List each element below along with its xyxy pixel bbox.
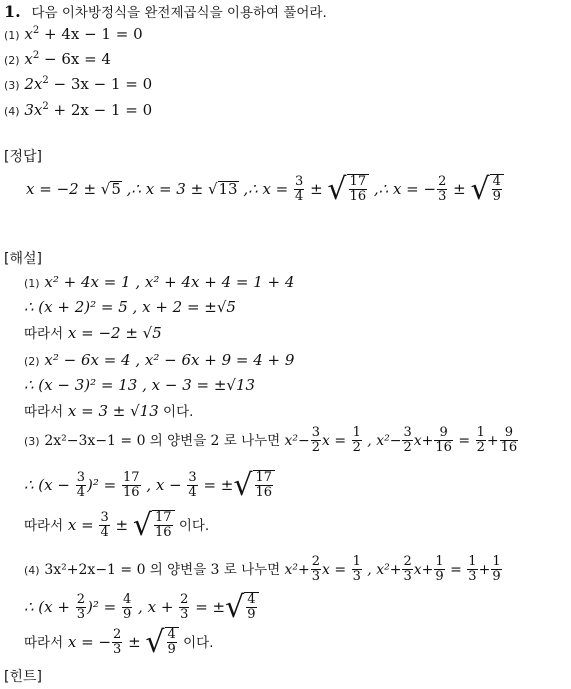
item-equation: $x^2 - 6x = 4$ <box>24 50 111 68</box>
problem-item-1 <box>4 27 143 42</box>
problem-number: 1. <box>4 2 21 21</box>
explanation-step-1-line-3: 따라서 x = −2 ± √5 <box>24 324 162 342</box>
item-label: (1) <box>4 29 20 42</box>
explanation-step-4-line-2: ∴ (x + $\frac{2}{3}$ )² = $\frac{4}{9}$ , x + $\frac{2}{3}$ = ±√ $\frac{4}{9}$ <box>24 592 259 623</box>
answer-header: [정답] <box>4 149 42 165</box>
item-label: (3) <box>4 79 20 92</box>
problem-instruction: 다음 이차방정식을 완전제곱식을 이용하여 풀어라. <box>31 5 327 21</box>
problem-item-3 <box>4 77 152 92</box>
answer-line: x = −2 ± √5 ,∴ x = 3 ± √13 ,∴ x = $\frac{3}{4}$ ± √ $\frac{17}{16}$ ,∴ x = − $\frac{2}{3}$ ± √ $\frac{4}{9}$ <box>26 174 504 205</box>
explanation-header: [해설] <box>4 251 42 267</box>
explanation-step-3-line-2: ∴ (x − $\frac{3}{4}$ )² = $\frac{17}{16}$ , x − $\frac{3}{4}$ = ±√ $\frac{17}{16}$ <box>24 470 275 501</box>
item-label: (4) <box>4 105 20 118</box>
problem-item-2 <box>4 52 111 67</box>
explanation-step-2-line-1: (2) x² − 6x = 4 , x² − 6x + 9 = 4 + 9 <box>24 351 295 369</box>
explanation-step-3-line-3: 따라서 x = $\frac{3}{4}$ ± √ $\frac{17}{16}$ 이다. <box>24 507 210 543</box>
problem-item-4 <box>4 103 152 118</box>
item-label: (2) <box>4 54 20 67</box>
explanation-step-3-line-1: (3) 2x²−3x−1 = 0 의 양변을 2 로 나누면 x²− $\frac{3}{2}$ x = $\frac{1}{2}$ , x²− $\frac{3}{2}$ x+ $\frac{9}{16}$ = $\frac{1}{2}$ + $\frac{9}{16}$ <box>24 425 518 456</box>
item-equation: $x^2 + 4x - 1 = 0$ <box>24 25 143 43</box>
explanation-step-1-line-1: (1) x² + 4x = 1 , x² + 4x + 4 = 1 + 4 <box>24 273 295 291</box>
explanation-step-2-line-2: ∴ (x − 3)² = 13 , x − 3 = ±√13 <box>24 376 256 394</box>
explanation-step-1-line-2: ∴ (x + 2)² = 5 , x + 2 = ±√5 <box>24 298 236 316</box>
explanation-step-4-line-3: 따라서 x = − $\frac{2}{3}$ ± √ $\frac{4}{9}$ 이다. <box>24 624 214 660</box>
problem-heading <box>4 4 327 21</box>
hint-header: [힌트] <box>4 669 42 685</box>
explanation-step-4-line-1: (4) 3x²+2x−1 = 0 의 양변을 3 로 나누면 x²+ $\frac{2}{3}$ x = $\frac{1}{3}$ , x²+ $\frac{2}{3}$ x+ $\frac{1}{9}$ = $\frac{1}{3}$ + $\frac{1}{9}$ <box>24 554 501 585</box>
item-equation: $2x^2 - 3x - 1 = 0$ <box>24 75 153 93</box>
item-equation: $3x^2 + 2x - 1 = 0$ <box>24 101 153 119</box>
explanation-step-2-line-3: 따라서 x = 3 ± √13 이다. <box>24 402 194 420</box>
